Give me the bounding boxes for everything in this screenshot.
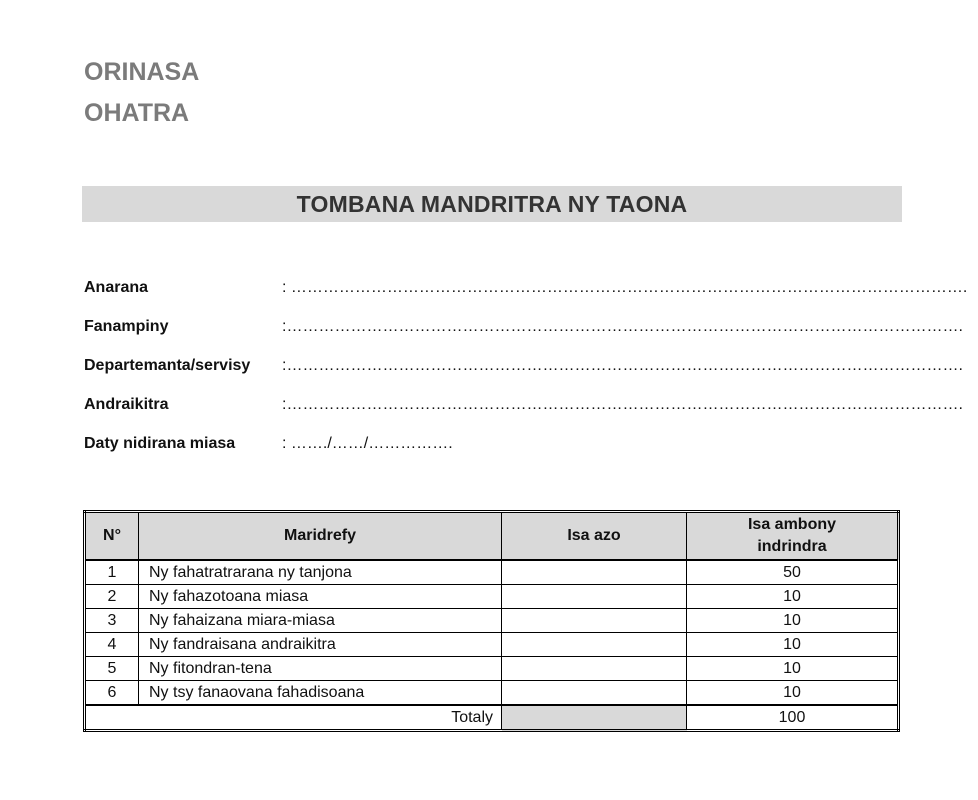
- row-number: 4: [85, 633, 139, 657]
- field-label: Departemanta/servisy: [84, 357, 251, 374]
- row-max-score: 10: [687, 585, 899, 609]
- table-total-row: [85, 705, 899, 731]
- row-number: 6: [85, 681, 139, 706]
- field-row-name: [84, 277, 967, 299]
- field-row-department: [84, 355, 963, 377]
- field-fill-line[interactable]: :……………………………………………………………………………………………………………….: [282, 396, 963, 413]
- row-number: 1: [85, 560, 139, 585]
- company-name-line2: OHATRA: [84, 99, 190, 127]
- row-score-cell[interactable]: [502, 585, 687, 609]
- evaluation-table: [83, 510, 900, 732]
- total-max-score: 100: [687, 705, 899, 731]
- field-fill-line[interactable]: :……………………………………………………………………………………………………………….: [282, 318, 963, 335]
- total-score-cell: [502, 705, 687, 731]
- header-score: Isa azo: [502, 512, 687, 561]
- row-criteria: Ny tsy fanaovana fahadisoana: [139, 681, 502, 706]
- row-score-cell[interactable]: [502, 657, 687, 681]
- table-header-row: [85, 512, 899, 561]
- row-criteria: Ny fahatratrarana ny tanjona: [139, 560, 502, 585]
- row-number: 3: [85, 609, 139, 633]
- field-row-surname: [84, 316, 963, 338]
- table-row: [85, 585, 899, 609]
- field-fill-line[interactable]: : ……………………………………………………………………………………………………………….: [282, 279, 968, 296]
- row-max-score: 10: [687, 633, 899, 657]
- row-criteria: Ny fitondran-tena: [139, 657, 502, 681]
- table-row: [85, 657, 899, 681]
- header-criteria: Maridrefy: [139, 512, 502, 561]
- field-row-position: [84, 394, 963, 416]
- header-max-score-line2: indrindra: [757, 538, 827, 555]
- table-row: [85, 633, 899, 657]
- row-max-score: 10: [687, 609, 899, 633]
- field-label: Andraikitra: [84, 396, 169, 413]
- header-number: N°: [85, 512, 139, 561]
- row-max-score: 50: [687, 560, 899, 585]
- field-label: Daty nidirana miasa: [84, 435, 236, 452]
- field-fill-line[interactable]: : ……./……/…………….: [282, 435, 453, 452]
- row-number: 2: [85, 585, 139, 609]
- field-label: Anarana: [84, 279, 149, 296]
- row-score-cell[interactable]: [502, 681, 687, 706]
- row-criteria: Ny fandraisana andraikitra: [139, 633, 502, 657]
- table-row: [85, 609, 899, 633]
- total-label: Totaly: [85, 705, 502, 731]
- row-number: 5: [85, 657, 139, 681]
- company-name: [84, 52, 199, 134]
- row-max-score: 10: [687, 681, 899, 706]
- table-row: [85, 681, 899, 706]
- row-criteria: Ny fahazotoana miasa: [139, 585, 502, 609]
- row-max-score: 10: [687, 657, 899, 681]
- row-score-cell[interactable]: [502, 633, 687, 657]
- header-max-score-line1: Isa ambony: [747, 516, 837, 533]
- row-criteria: Ny fahaizana miara-miasa: [139, 609, 502, 633]
- document-title: TOMBANA MANDRITRA NY TAONA: [296, 190, 688, 217]
- row-score-cell[interactable]: [502, 560, 687, 585]
- field-label: Fanampiny: [84, 318, 169, 335]
- company-name-line1: ORINASA: [84, 58, 200, 86]
- field-fill-line[interactable]: :……………………………………………………………………………………………………………….: [282, 357, 963, 374]
- header-max-score: [687, 512, 899, 561]
- row-score-cell[interactable]: [502, 609, 687, 633]
- table-row: [85, 560, 899, 585]
- field-row-hire-date: [84, 433, 453, 455]
- document-title-band: [82, 186, 902, 222]
